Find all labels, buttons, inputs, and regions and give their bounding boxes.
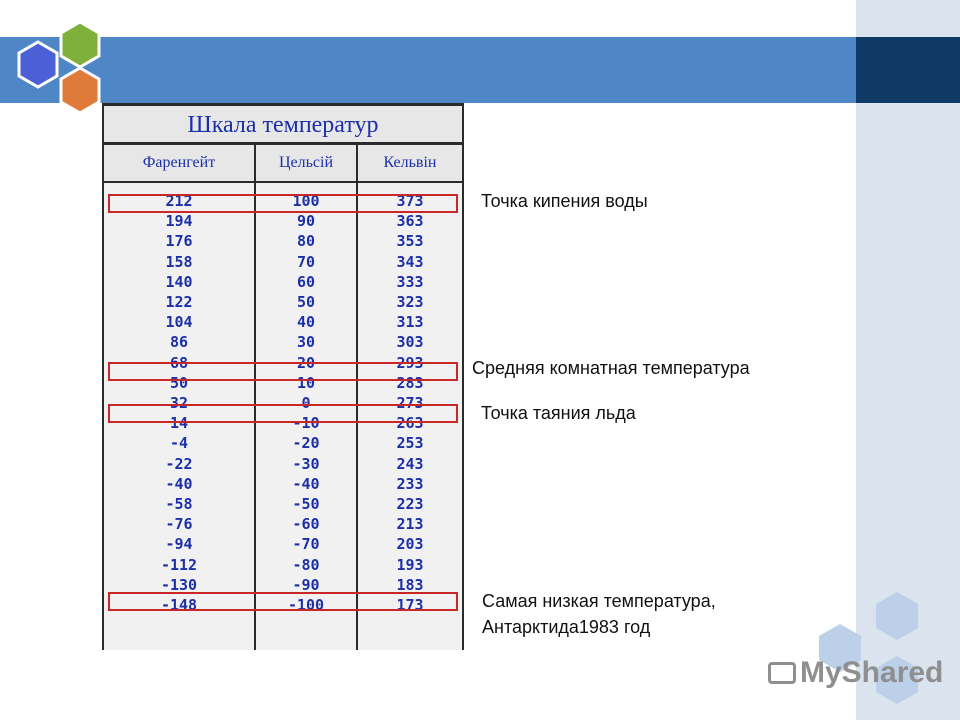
kelvin-cell: 193 <box>396 555 424 574</box>
fahrenheit-cell: -94 <box>165 535 193 554</box>
table-row <box>104 433 462 453</box>
highlight-room-row <box>108 362 458 381</box>
hexagon-orange-icon <box>61 68 99 113</box>
table-row <box>104 292 462 312</box>
kelvin-cell: 343 <box>396 252 424 271</box>
header-celsius: Цельсій <box>278 154 334 171</box>
fahrenheit-cell: -148 <box>160 596 198 614</box>
celsius-cell: 20 <box>296 353 316 372</box>
fahrenheit-cell: -4 <box>169 434 189 453</box>
celsius-cell: 0 <box>301 394 311 412</box>
kelvin-cell: 203 <box>396 535 424 554</box>
fahrenheit-cell: 50 <box>169 373 189 392</box>
table-row <box>104 211 462 231</box>
hexagon-blue-icon <box>19 42 57 87</box>
annotation-lowest-line1: Самая низкая температура, <box>482 591 716 611</box>
fahrenheit-cell: -40 <box>165 474 193 493</box>
fahrenheit-cell: 158 <box>165 252 193 271</box>
table-row <box>104 534 462 554</box>
fahrenheit-cell: 140 <box>165 272 193 291</box>
table-row <box>104 454 462 474</box>
kelvin-cell: 223 <box>396 495 424 513</box>
kelvin-cell: 373 <box>396 192 424 210</box>
celsius-cell: -20 <box>292 434 320 453</box>
table-row <box>104 494 462 514</box>
watermark-text: MyShared <box>800 656 944 689</box>
kelvin-cell: 173 <box>396 596 424 614</box>
kelvin-cell: 303 <box>396 333 424 352</box>
celsius-cell: 70 <box>296 252 316 271</box>
table-row <box>104 555 462 575</box>
celsius-cell: -50 <box>292 495 320 513</box>
fahrenheit-cell: 14 <box>169 414 189 433</box>
header-bar <box>0 37 856 103</box>
celsius-cell: 30 <box>296 333 316 352</box>
fahrenheit-cell: 68 <box>169 353 189 372</box>
kelvin-cell: 233 <box>396 474 424 493</box>
celsius-cell: -90 <box>292 575 320 594</box>
kelvin-cell: 273 <box>396 394 424 412</box>
table-row <box>104 252 462 272</box>
column-divider <box>356 145 358 650</box>
celsius-cell: -30 <box>292 454 320 473</box>
annotation-room-temp: Средняя комнатная температура <box>472 358 750 378</box>
highlight-lowest-row <box>108 592 458 611</box>
celsius-cell: 60 <box>296 272 316 291</box>
table-header <box>104 145 462 183</box>
hexagon-logo-icon <box>0 0 120 120</box>
celsius-cell: 10 <box>296 373 316 392</box>
annotation-boiling: Точка кипения воды <box>481 191 648 211</box>
celsius-cell: -40 <box>292 474 320 493</box>
fahrenheit-cell: 212 <box>165 192 193 210</box>
fahrenheit-cell: -130 <box>160 575 198 594</box>
table-title: Шкала температур <box>104 103 462 145</box>
fahrenheit-cell: -58 <box>165 495 193 513</box>
column-divider <box>254 145 256 650</box>
fahrenheit-cell: -112 <box>160 555 198 574</box>
table-row <box>104 474 462 494</box>
celsius-cell: -60 <box>292 515 320 534</box>
kelvin-cell: 243 <box>396 454 424 473</box>
fahrenheit-cell: 32 <box>169 394 189 412</box>
kelvin-cell: 183 <box>396 575 424 594</box>
table-row <box>104 312 462 332</box>
annotation-melting: Точка таяния льда <box>481 403 636 423</box>
kelvin-cell: 353 <box>396 232 424 251</box>
kelvin-cell: 263 <box>396 414 424 433</box>
hexagon-green-icon <box>61 22 99 67</box>
celsius-cell: 40 <box>296 313 316 332</box>
table-row <box>104 231 462 251</box>
header-bar-dark-segment <box>856 37 960 103</box>
celsius-cell: -100 <box>287 596 325 614</box>
decorative-hexagons-icon <box>790 580 960 720</box>
header-kelvin: Кельвін <box>383 154 437 171</box>
fahrenheit-cell: 122 <box>165 293 193 311</box>
fahrenheit-cell: 104 <box>165 313 193 332</box>
highlight-melting-row <box>108 404 458 423</box>
celsius-cell: 50 <box>296 293 316 311</box>
celsius-cell: -80 <box>292 555 320 574</box>
header-fahrenheit: Фаренгейт <box>142 154 216 171</box>
kelvin-cell: 293 <box>396 353 424 372</box>
fahrenheit-cell: 176 <box>165 232 193 251</box>
kelvin-cell: 283 <box>396 373 424 392</box>
tv-icon <box>768 662 796 684</box>
annotation-lowest <box>482 588 716 640</box>
fahrenheit-cell: 194 <box>165 212 193 231</box>
kelvin-cell: 213 <box>396 515 424 534</box>
highlight-boiling-row <box>108 194 458 213</box>
table-row <box>104 514 462 534</box>
kelvin-cell: 313 <box>396 313 424 332</box>
kelvin-cell: 363 <box>396 212 424 231</box>
fahrenheit-cell: 86 <box>169 333 189 352</box>
fahrenheit-cell: -76 <box>165 515 193 534</box>
kelvin-cell: 323 <box>396 293 424 311</box>
annotation-lowest-line2: Антарктида1983 год <box>482 617 651 637</box>
kelvin-cell: 333 <box>396 272 424 291</box>
table-row <box>104 272 462 292</box>
celsius-cell: 90 <box>296 212 316 231</box>
celsius-cell: 80 <box>296 232 316 251</box>
kelvin-cell: 253 <box>396 434 424 453</box>
celsius-cell: 100 <box>292 192 320 210</box>
celsius-cell: -10 <box>292 414 320 433</box>
watermark <box>768 656 943 690</box>
celsius-cell: -70 <box>292 535 320 554</box>
fahrenheit-cell: -22 <box>165 454 193 473</box>
table-row <box>104 332 462 352</box>
